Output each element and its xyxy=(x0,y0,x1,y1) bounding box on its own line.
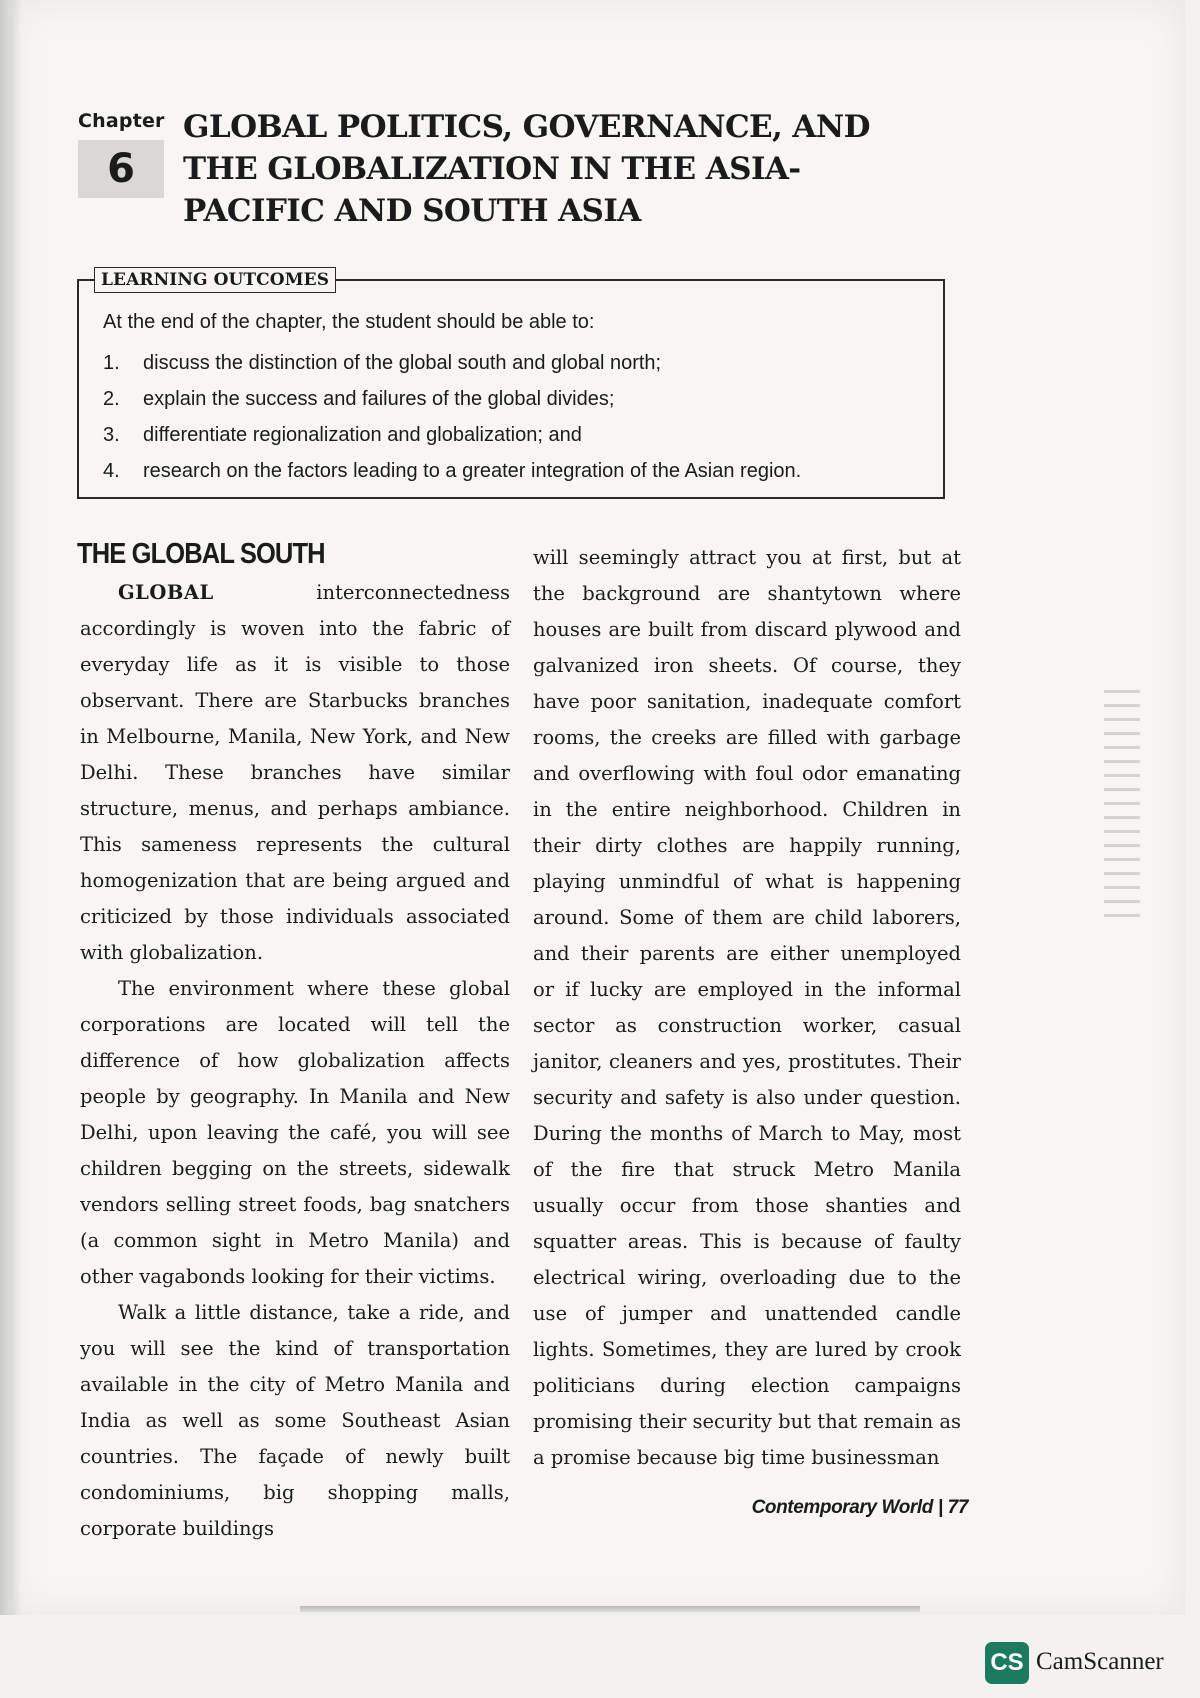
chapter-badge xyxy=(78,110,198,198)
list-item xyxy=(103,345,801,381)
list-item-text: explain the success and failures of the global divides; xyxy=(143,388,615,410)
learning-outcomes-heading: LEARNING OUTCOMES xyxy=(94,267,336,293)
scan-bottom-edge xyxy=(300,1606,920,1612)
list-item-number: 2. xyxy=(103,388,120,410)
section-heading: THE GLOBAL SOUTH xyxy=(77,538,325,570)
chapter-number: 6 xyxy=(78,140,164,198)
chapter-title: GLOBAL POLITICS, GOVERNANCE, AND THE GLOBALIZATION IN THE ASIA-PACIFIC AND SOUTH ASIA xyxy=(183,109,870,229)
list-item-text: research on the factors leading to a greater integration of the Asian region. xyxy=(143,460,802,482)
scan-binding-shadow xyxy=(0,0,22,1615)
list-item-text: discuss the distinction of the global south and global north; xyxy=(143,352,662,374)
list-item xyxy=(103,417,801,453)
page-footer: Contemporary World | 77 xyxy=(751,1497,968,1518)
camscanner-logo-icon: CS xyxy=(985,1642,1029,1684)
learning-outcomes-intro: At the end of the chapter, the student should be able to: xyxy=(103,311,595,333)
lead-word: GLOBAL xyxy=(118,581,214,604)
list-item xyxy=(103,381,801,417)
list-item-number: 4. xyxy=(103,460,120,482)
right-column xyxy=(533,540,961,1476)
paragraph-1 xyxy=(80,575,510,971)
left-column xyxy=(80,575,510,1547)
chapter-label: Chapter xyxy=(78,110,165,132)
list-item-number: 1. xyxy=(103,352,120,374)
list-item xyxy=(103,453,801,489)
paragraph-3: Walk a little distance, take a ride, and you will see the kind of transportation available in the city of Metro Manila and India as well as some Southeast Asian countries. The façade of newly built condominiums, big shopping malls, corporate buildings xyxy=(80,1301,510,1540)
paragraph-1-text: interconnectedness accordingly is woven into the fabric of everyday life as it is visible to those observant. There are Starbucks branches in Melbourne, Manila, New York, and New Delhi. These branches have similar structure, menus, and perhaps ambiance. This sameness represents the cultural homogenization that are being argued and criticized by those individuals associated with globalization. xyxy=(80,581,510,964)
list-item-number: 3. xyxy=(103,424,120,446)
learning-outcomes-box xyxy=(77,270,945,499)
paragraph-2: The environment where these global corporations are located will tell the difference of how globalization affects people by geography. In Manila and New Delhi, upon leaving the café, you will see children begging on the streets, sidewalk vendors selling street foods, bag snatchers (a common sight in Metro Manila) and other vagabonds looking for their victims. xyxy=(80,977,510,1288)
learning-outcomes-list xyxy=(103,345,801,489)
scan-bleed-through xyxy=(1104,690,1140,920)
list-item-text: differentiate regionalization and globalization; and xyxy=(143,424,582,446)
camscanner-watermark-text: CamScanner xyxy=(1036,1648,1164,1675)
paragraph-continued: will seemingly attract you at first, but at the background are shantytown where houses are built from discard plywood and galvanized iron sheets. Of course, they have poor sanitation, inadequate comfort rooms, the creeks are filled with garbage and overflowing with foul odor emanating in the entire neighborhood. Children in their dirty clothes are happily running, playing unmindful of what is happening around. Some of them are child laborers, and their parents are either unemployed or if lucky are employed in the informal sector as construction worker, casual janitor, cleaners and yes, prostitutes. Their security and safety is also under question. During the months of March to May, most of the fire that struck Metro Manila usually occur from those shanties and squatter areas. This is because of faulty electrical wiring, overloading due to the use of jumper and unattended candle lights. Sometimes, they are lured by crook politicians during election campaigns promising their security but that remain as a promise because big time businessman xyxy=(533,546,961,1469)
